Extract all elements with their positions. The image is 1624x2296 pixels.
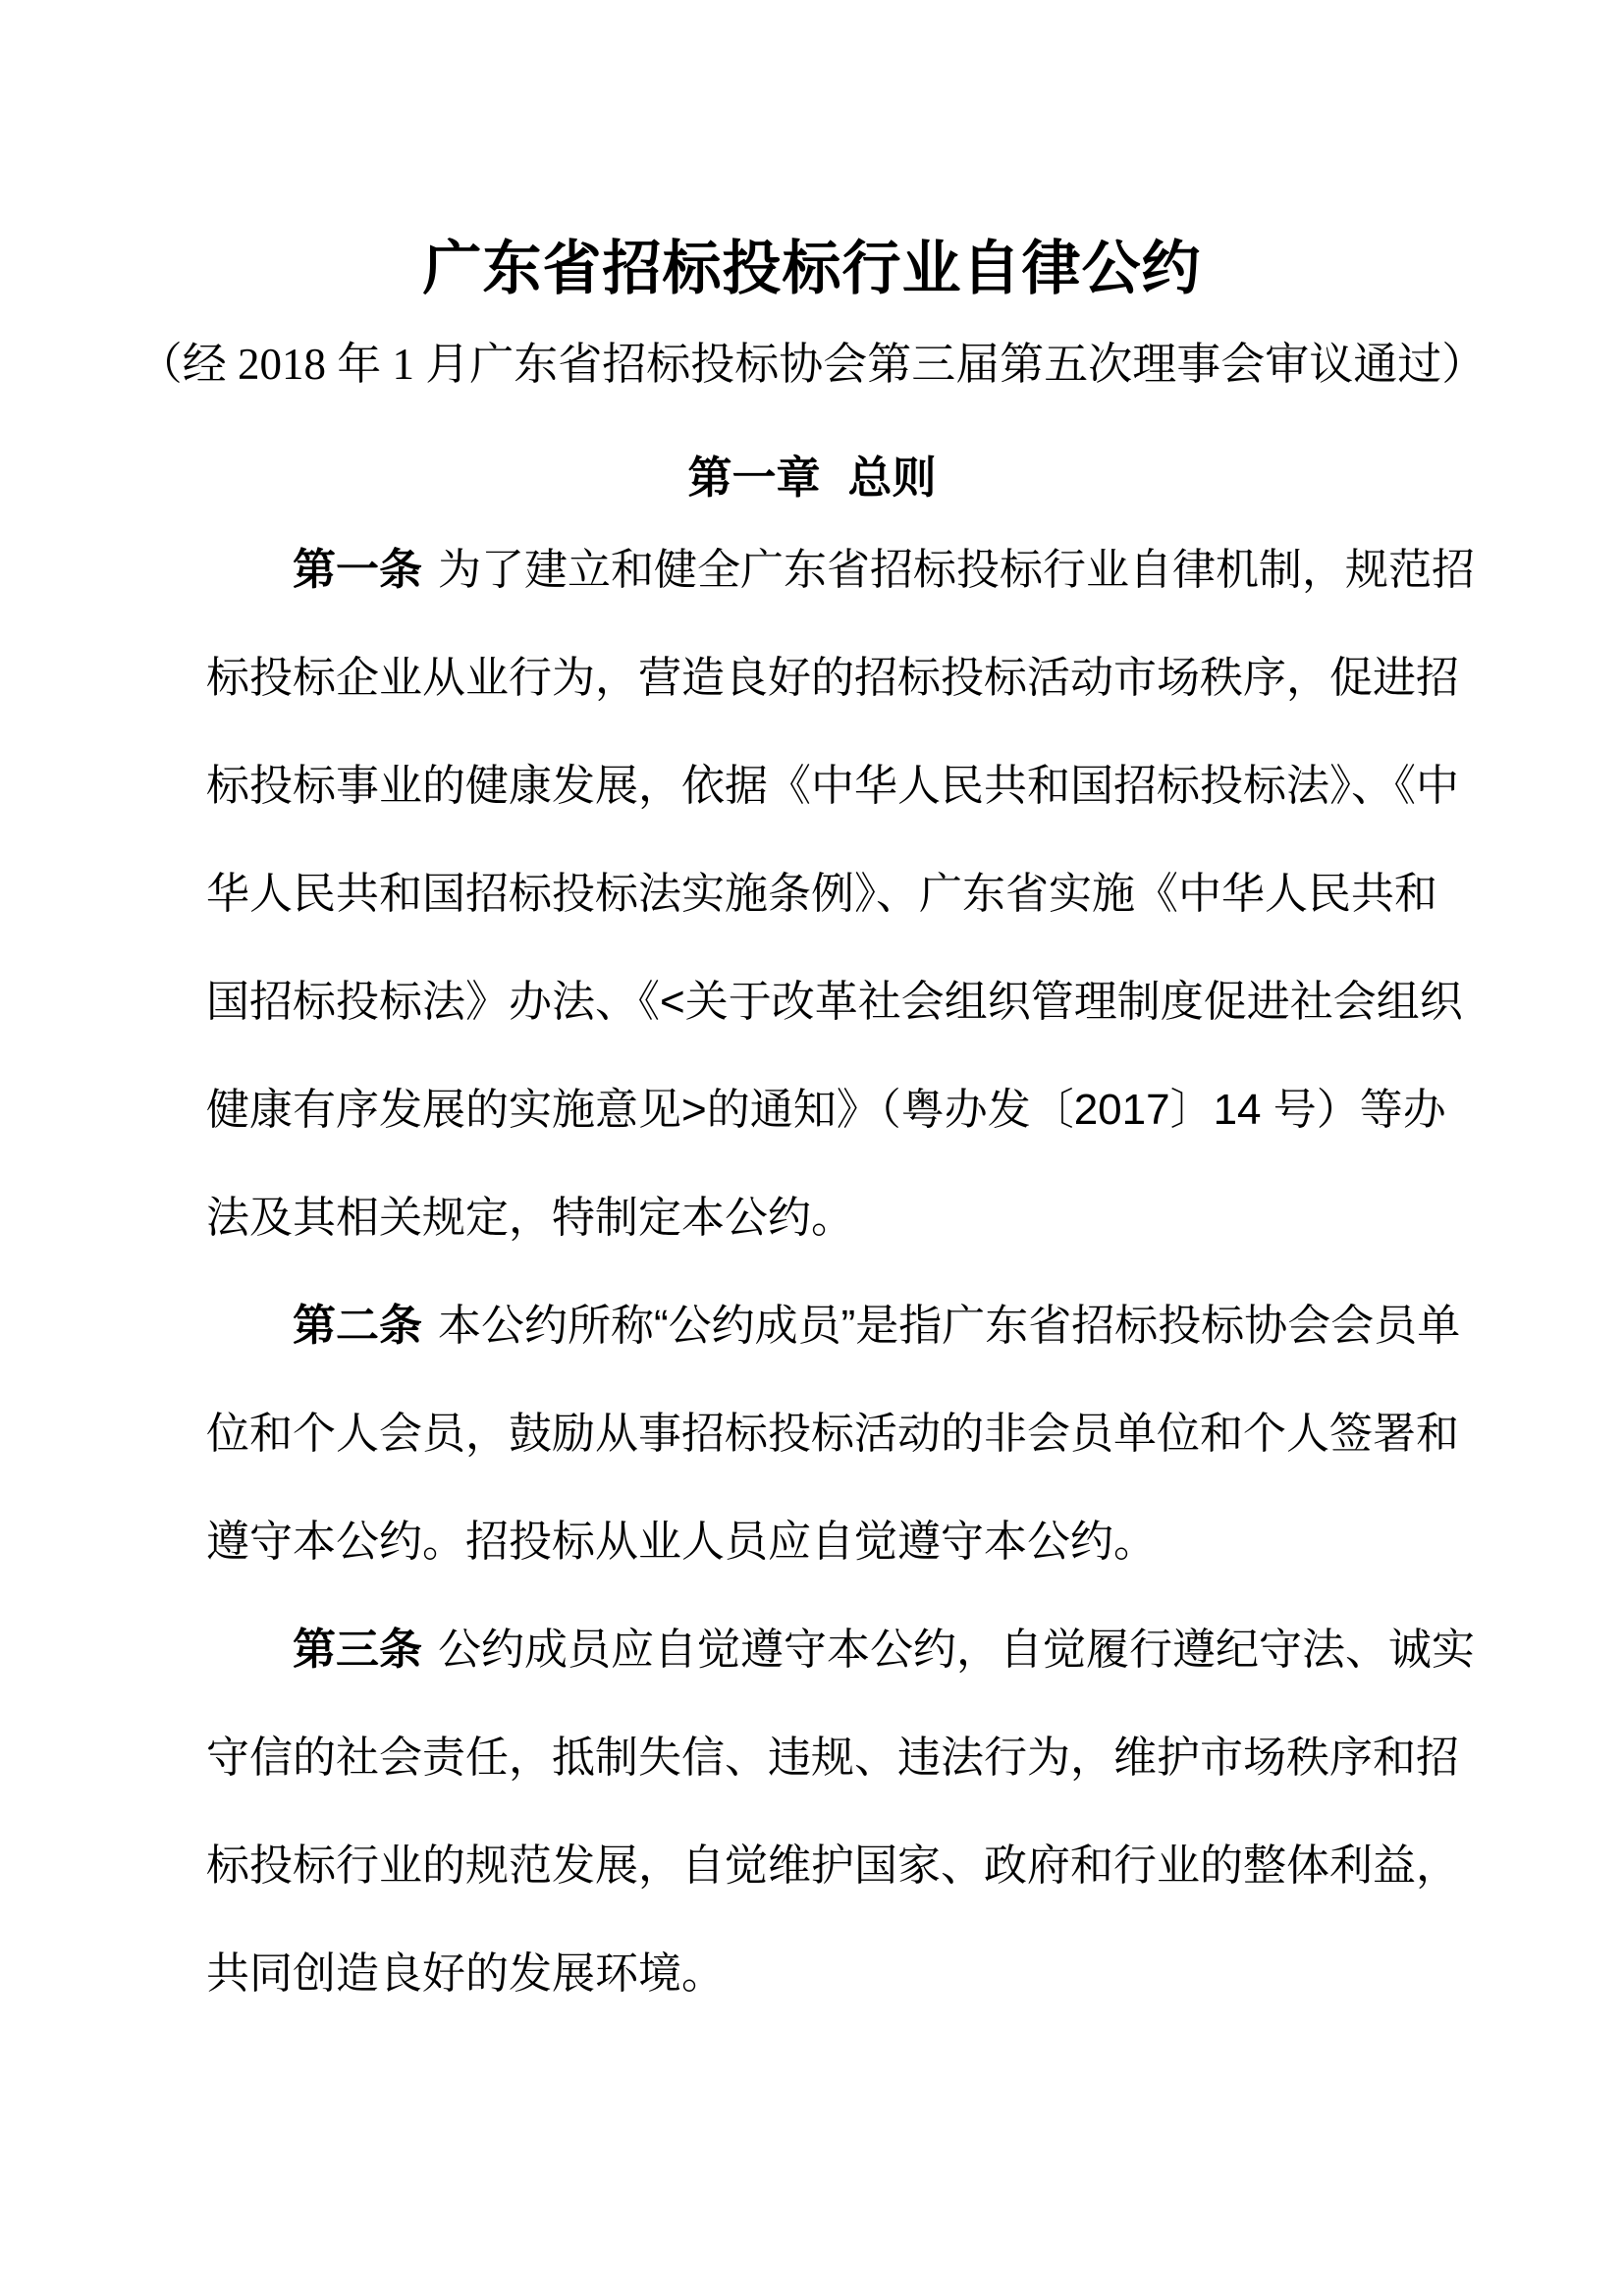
text-line: 标投标企业从业行为，营造良好的招标投标活动市场秩序，促进招: [206, 654, 1459, 702]
article-label: 第二条: [293, 1302, 422, 1350]
text-line: [206, 1302, 1461, 1410]
text-line: 共同创造良好的发展环境。: [206, 1949, 725, 1998]
text-line: 标投标行业的规范发展，自觉维护国家、政府和行业的整体利益，: [206, 1842, 1459, 1890]
article-2: [206, 1302, 1461, 1626]
document-body: [206, 546, 1475, 2057]
text-line: 健康有序发展的实施意见>的通知》（粤办发〔2017〕14 号）等办: [206, 1086, 1446, 1134]
chapter-number: 第一章: [687, 453, 821, 503]
article-label: 第一条: [293, 546, 422, 594]
text-line: 国招标投标法》办法、《<关于改革社会组织管理制度促进社会组织: [206, 978, 1463, 1026]
text-line: 守信的社会责任，抵制失信、违规、违法行为，维护市场秩序和招: [206, 1734, 1459, 1782]
article-text: 本公约所称“公约成员”是指广东省招标投标协会会员单: [438, 1302, 1461, 1350]
text-line: 遵守本公约。招投标从业人员应自觉遵守本公约。: [206, 1518, 1157, 1566]
article-label: 第三条: [293, 1626, 422, 1674]
approval-note: （经 2018 年 1 月广东省招标投标协会第三届第五次理事会审议通过）: [137, 340, 1487, 389]
text-line: [206, 1626, 1475, 1734]
text-line: 标投标事业的健康发展，依据《中华人民共和国招标投标法》、《中: [206, 762, 1459, 810]
text-line: [206, 546, 1475, 654]
article-text: 为了建立和健全广东省招标投标行业自律机制，规范招: [438, 546, 1475, 594]
article-1: [206, 546, 1475, 1302]
document-title: 广东省招标投标行业自律公约: [422, 236, 1202, 301]
text-line: 华人民共和国招标投标法实施条例》、广东省实施《中华人民共和: [206, 870, 1437, 918]
chapter-title: 总则: [847, 453, 937, 503]
text-line: 法及其相关规定，特制定本公约。: [206, 1194, 854, 1242]
article-3: [206, 1626, 1475, 2057]
chapter-heading: [0, 442, 1624, 506]
text-line: 位和个人会员，鼓励从事招标投标活动的非会员单位和个人签署和: [206, 1410, 1459, 1458]
article-text: 公约成员应自觉遵守本公约，自觉履行遵纪守法、诚实: [438, 1626, 1475, 1674]
